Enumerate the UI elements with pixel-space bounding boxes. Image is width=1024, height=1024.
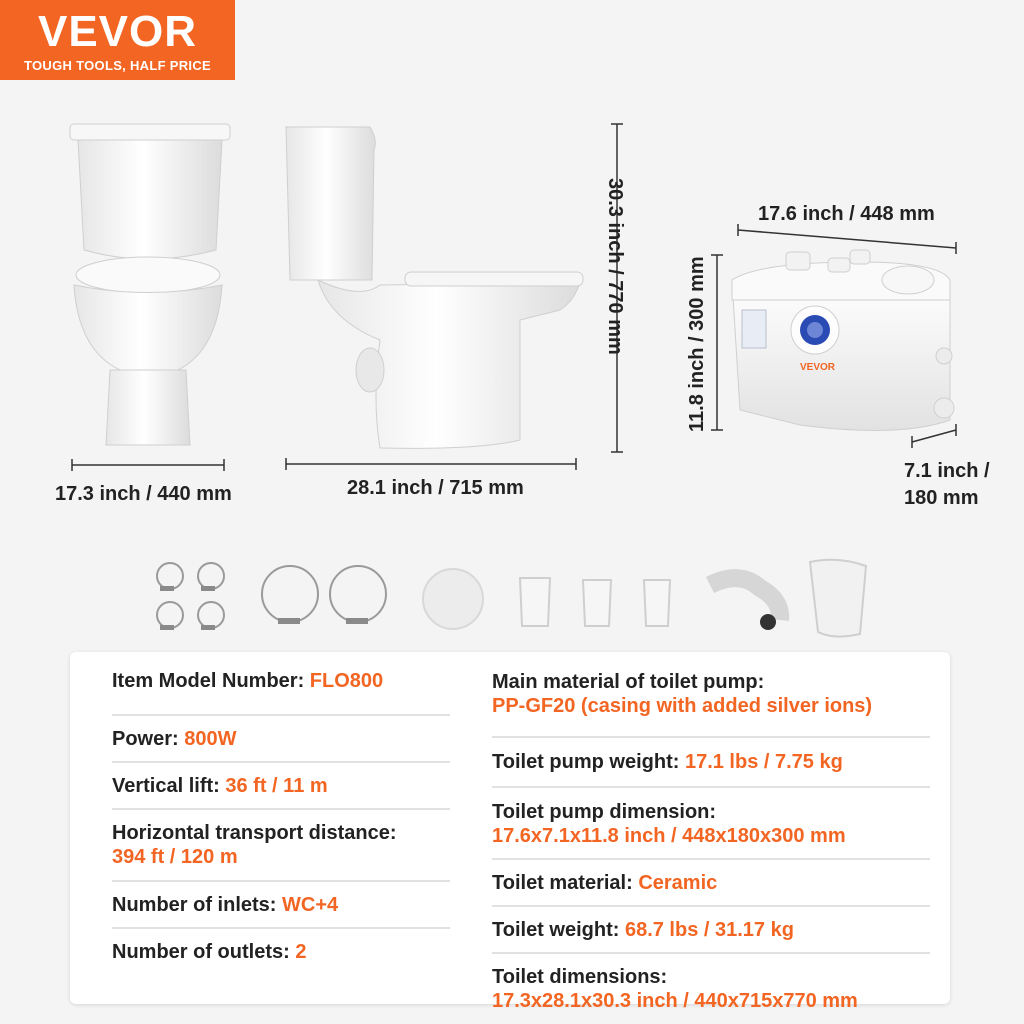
spec-value: 2 — [295, 941, 307, 963]
toilet-front-image — [70, 124, 230, 445]
spec-value: PP-GF20 (casing with added silver ions) — [492, 695, 873, 717]
spec-value: 68.7 lbs / 31.17 kg — [624, 919, 794, 941]
spec-label: Number of inlets: — [112, 894, 283, 916]
spec-value: Ceramic — [638, 872, 718, 894]
spec-row — [112, 810, 450, 882]
pump-depth-label-2: 180 mm — [904, 487, 979, 509]
spec-row — [112, 763, 450, 810]
spec-label: Toilet pump dimension: — [492, 801, 717, 823]
spec-value: FLO800 — [309, 670, 384, 692]
spec-row — [492, 738, 930, 788]
spec-row — [492, 907, 930, 954]
spec-value: 394 ft / 120 m — [112, 846, 238, 868]
toilet-width-label: 17.3 inch / 440 mm — [55, 483, 232, 505]
spec-value: 17.3x28.1x30.3 inch / 440x715x770 mm — [492, 990, 858, 1012]
spec-label: Toilet material: — [492, 872, 639, 894]
spec-value: WC+4 — [282, 894, 339, 916]
spec-label: Power: — [112, 728, 185, 750]
spec-label: Toilet weight: — [492, 919, 625, 941]
spec-label: Main material of toilet pump: — [492, 671, 765, 693]
pump-brand-label: VEVOR — [800, 362, 836, 373]
spec-row — [112, 929, 450, 974]
spec-row — [112, 716, 450, 763]
spec-value: 17.6x7.1x11.8 inch / 448x180x300 mm — [492, 825, 846, 847]
specs-panel — [70, 652, 950, 1012]
accessories-image — [157, 560, 866, 637]
toilet-height-label: 30.3 inch / 770 mm — [604, 178, 626, 355]
toilet-depth-label: 28.1 inch / 715 mm — [347, 477, 524, 499]
pump-length-label: 17.6 inch / 448 mm — [758, 203, 935, 225]
toilet-side-image — [286, 127, 583, 448]
spec-value: 800W — [184, 728, 237, 750]
spec-row — [112, 882, 450, 929]
pump-height-label: 11.8 inch / 300 mm — [686, 256, 708, 432]
brand-name: VEVOR — [37, 7, 198, 56]
pump-depth-label-1: 7.1 inch / — [904, 460, 990, 482]
spec-label: Vertical lift: — [112, 775, 226, 797]
spec-label: Number of outlets: — [112, 941, 296, 963]
spec-value: 36 ft / 11 m — [225, 775, 328, 797]
spec-row — [492, 788, 930, 860]
spec-label: Toilet pump weight: — [492, 751, 685, 773]
spec-label: Item Model Number: — [112, 670, 310, 692]
spec-label: Horizontal transport distance: — [112, 822, 397, 844]
specs-right-column — [492, 652, 930, 1023]
spec-row — [112, 652, 450, 716]
brand-tagline: TOUGH TOOLS, HALF PRICE — [24, 58, 211, 73]
spec-value: 17.1 lbs / 7.75 kg — [684, 751, 843, 773]
pump-image — [732, 250, 954, 430]
spec-row — [492, 954, 930, 1023]
spec-label: Toilet dimensions: — [492, 966, 668, 988]
spec-row — [492, 652, 930, 738]
spec-row — [492, 860, 930, 907]
specs-left-column — [112, 652, 450, 974]
